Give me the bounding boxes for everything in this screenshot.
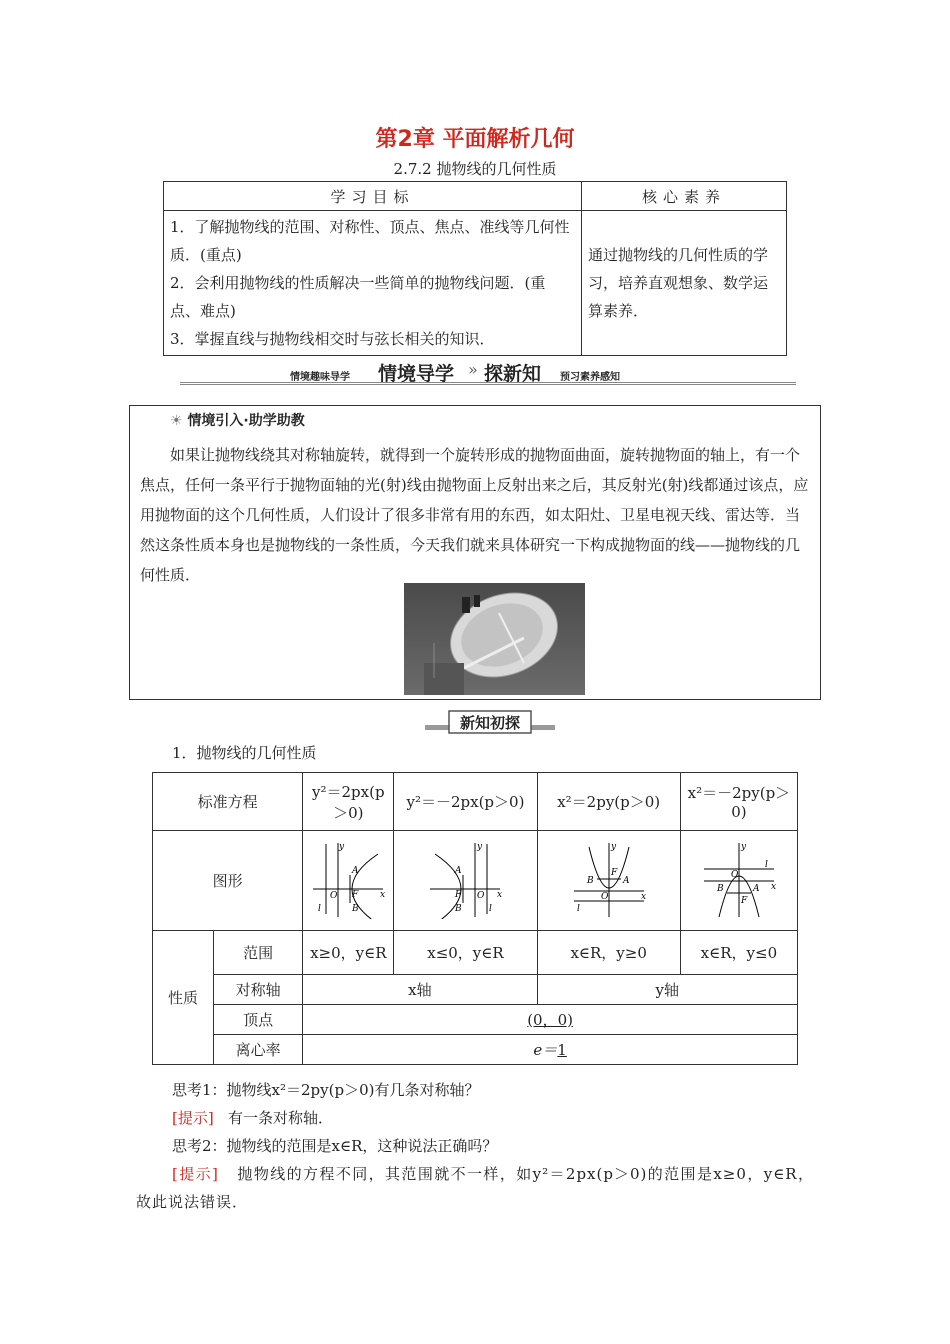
svg-text:B: B [586, 875, 594, 886]
graph-3 [537, 831, 680, 931]
svg-text:A: A [622, 875, 630, 886]
svg-text:F: F [740, 895, 748, 906]
svg-text:y: y [740, 841, 746, 852]
intro-text: 如果让抛物线绕其对称轴旋转，就得到一个旋转形成的抛物面曲面，旋转抛物面的轴上，有一个焦点，任何一条平行于抛物面轴的光(射)线由抛物面上反射出来之后，其反射光(射)线都通过该点，应用抛物面的这个几何性质，人们设计了很多非常有用的东西，如太阳灶、卫星电视天线、雷达等．当然这条性质本身也是抛物线的一条性质，今天我们就来具体研究一下构成抛物面的线——抛物线的几何性质． [140, 446, 809, 584]
vertex-value: (0，0) [303, 1005, 798, 1035]
ecc-label: 离心率 [214, 1035, 303, 1065]
svg-text:y: y [610, 841, 616, 852]
eq-4: x²＝－2py(p＞0) [680, 773, 797, 831]
think-q2: 思考2：抛物线的范围是x∈R，这种说法正确吗？ [172, 1137, 498, 1155]
svg-text:x: x [380, 889, 386, 900]
hint-label-1: [提示] [172, 1109, 214, 1127]
eq-1: y²＝2px(p＞0) [303, 773, 394, 831]
sym-y: y轴 [537, 975, 797, 1005]
range-label: 范围 [214, 931, 303, 975]
svg-text:y: y [477, 841, 483, 852]
banner-right-small: 预习素养感知 [560, 372, 620, 383]
ecc-value: 1 [557, 1041, 567, 1059]
range-2: x≤0，y∈R [394, 931, 537, 975]
bulb-icon: ☀ [170, 413, 183, 429]
svg-text:O: O [730, 869, 739, 880]
hint-label-2: [提示] [172, 1165, 219, 1183]
sym-label: 对称轴 [214, 975, 303, 1005]
goals-header: 学习目标 [164, 182, 582, 211]
range-4: x∈R，y≤0 [680, 931, 797, 975]
banner-main-left: 情境导学 [378, 363, 455, 385]
svg-text:y: y [339, 841, 345, 852]
goal-3: 3．掌握直线与抛物线相交时与弦长相关的知识． [170, 330, 495, 348]
ecc-prefix: e＝ [533, 1041, 558, 1059]
svg-text:l: l [576, 903, 580, 914]
svg-text:x: x [497, 889, 503, 900]
intro-heading: ☀ 情境引入·助学助教 [170, 413, 305, 429]
graph-4 [680, 831, 797, 931]
subsection-title: 1．抛物线的几何性质 [172, 744, 317, 762]
svg-text:A: A [455, 865, 462, 876]
sym-x: x轴 [303, 975, 537, 1005]
svg-text:x: x [640, 891, 646, 902]
vertex-label: 顶点 [214, 1005, 303, 1035]
graph-label: 图形 [153, 831, 303, 931]
banner-left-small: 情境趣味导学 [290, 372, 350, 383]
parabola-up-graph [569, 839, 649, 919]
svg-text:A: A [352, 865, 359, 876]
hint-text-2: 抛物线的方程不同，其范围就不一样，如y²＝2px(p＞0)的范围是x≥0，y∈R，故此说法错误． [136, 1165, 814, 1211]
svg-text:B: B [352, 903, 359, 914]
svg-text:x: x [770, 881, 776, 892]
prop-label: 性质 [153, 931, 214, 1065]
svg-text:B: B [716, 883, 724, 894]
goal-1: 1．了解抛物线的范围、对称性、顶点、焦点、准线等几何性质．(重点) [170, 218, 570, 264]
graph-1 [303, 831, 394, 931]
literacy-text: 通过抛物线的几何性质的学习，培养直观想象、数学运算素养． [582, 211, 787, 356]
goal-2: 2．会利用抛物线的性质解决一些简单的抛物线问题．(重点、难点) [170, 274, 546, 320]
goals-table [163, 181, 787, 356]
svg-text:O: O [600, 891, 609, 902]
svg-text:l: l [489, 903, 493, 914]
svg-text:B: B [455, 903, 463, 914]
new-knowledge-badge [425, 710, 555, 734]
ecc-cell [303, 1035, 798, 1065]
range-1: x≥0，y∈R [303, 931, 394, 975]
think-h2 [136, 1160, 814, 1216]
svg-text:O: O [477, 890, 485, 901]
parabola-right-graph [308, 839, 388, 919]
properties-table [152, 772, 798, 1065]
eq-3: x²＝2py(p＞0) [537, 773, 680, 831]
section-title: 2.7.2 抛物线的几何性质 [393, 160, 557, 178]
parabola-down-graph [699, 839, 779, 919]
satellite-dish-photo [404, 583, 585, 695]
banner-arrow-icon: » [468, 360, 478, 379]
banner-divider [180, 382, 796, 385]
parabola-left-graph [425, 839, 505, 919]
think-h1 [172, 1104, 333, 1132]
eq-2: y²＝－2px(p＞0) [394, 773, 537, 831]
chapter-title: 第2章 平面解析几何 [375, 127, 575, 152]
svg-text:F: F [455, 889, 462, 900]
banner-main-right: 探新知 [484, 363, 542, 385]
svg-text:F: F [352, 889, 359, 900]
svg-text:O: O [330, 890, 338, 901]
literacy-header: 核心素养 [582, 182, 787, 211]
svg-text:F: F [610, 867, 617, 878]
std-eq-label: 标准方程 [153, 773, 303, 831]
badge-text: 新知初探 [459, 714, 521, 732]
hint-text-1: 有一条对称轴． [228, 1109, 334, 1127]
think-q1: 思考1：抛物线x²＝2py(p＞0)有几条对称轴？ [172, 1081, 480, 1099]
range-3: x∈R，y≥0 [537, 931, 680, 975]
svg-text:l: l [764, 859, 768, 870]
graph-2 [394, 831, 537, 931]
svg-text:A: A [752, 883, 760, 894]
svg-text:l: l [318, 903, 322, 914]
